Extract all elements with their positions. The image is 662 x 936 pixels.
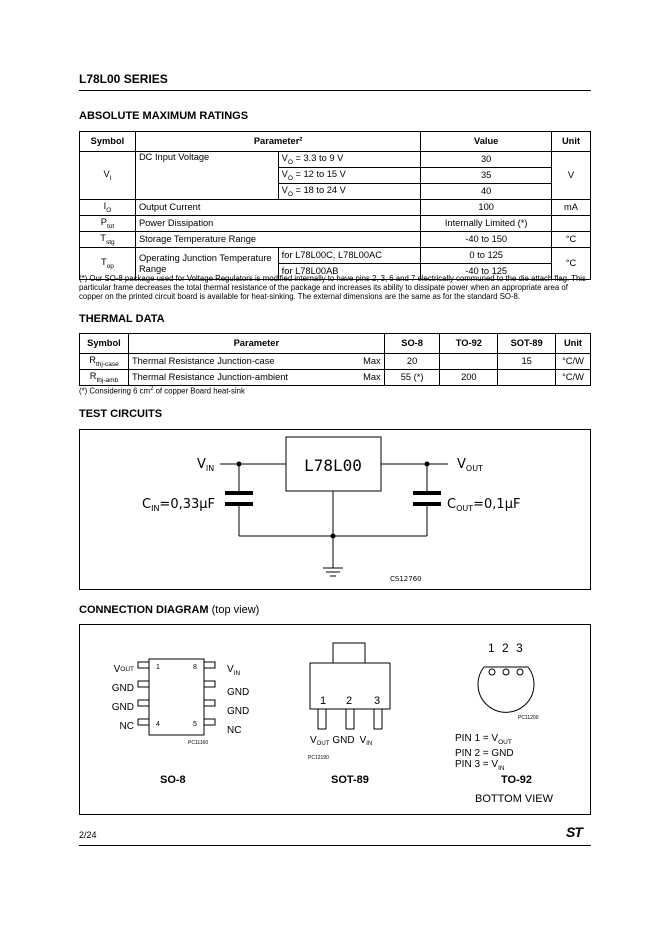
param-cell: Thermal Resistance Junction-ambient xyxy=(128,370,360,386)
so8-code: PC11160 xyxy=(188,740,209,746)
so8-pin xyxy=(138,681,149,687)
sot89-num-3: 3 xyxy=(374,695,381,707)
so8-pin xyxy=(204,662,215,668)
value-cell: 0 to 125 xyxy=(421,248,552,264)
unit-cell: °C/W xyxy=(556,354,591,370)
symbol-cell xyxy=(80,216,136,232)
symbol-text: I xyxy=(103,201,107,211)
sot89-num-1: 1 xyxy=(320,695,327,707)
so8-left-label: GND xyxy=(111,702,134,713)
unit-cell: V xyxy=(552,152,591,200)
so8-right-label: GND xyxy=(227,687,250,698)
so8-num-8: 8 xyxy=(193,664,197,671)
table-row xyxy=(80,370,591,386)
cond-sub: O xyxy=(287,174,293,182)
to92-title: TO-92 xyxy=(501,774,532,786)
header-rule xyxy=(79,90,591,91)
symbol-text: T xyxy=(101,257,107,267)
pin-text: PIN 1 = V xyxy=(455,733,499,744)
footnote-text: (*) Considering 6 cm xyxy=(79,386,151,396)
symbol-text: R xyxy=(89,371,97,381)
sot89-p3: V xyxy=(359,735,367,746)
pin-text: PIN 3 = V xyxy=(455,759,499,770)
unit-cell: °C/W xyxy=(556,370,591,386)
sot89-title: SOT-89 xyxy=(331,774,369,786)
abs-max-heading: ABSOLUTE MAXIMUM RATINGS xyxy=(79,110,249,122)
col-sot89: SOT-89 xyxy=(498,334,556,354)
abs-header-row xyxy=(80,132,591,152)
col-so8: SO-8 xyxy=(384,334,440,354)
sot89-num-2: 2 xyxy=(346,695,353,707)
so8-cell: 55 (*) xyxy=(384,370,440,386)
pin-sub: IN xyxy=(233,670,241,677)
sot89-pin xyxy=(346,709,354,729)
cout-text: C xyxy=(447,497,457,512)
symbol-sub: thj-amb xyxy=(96,376,119,384)
cout-value: =0,1μF xyxy=(473,497,521,512)
connection-suffix: (top view) xyxy=(211,604,260,616)
to92-code: PC11200 xyxy=(518,715,539,721)
so8-pin xyxy=(138,719,149,725)
col-unit: Unit xyxy=(556,334,591,354)
to92-cell xyxy=(440,354,498,370)
so8-right-label xyxy=(227,660,267,683)
series-title: L78L00 SERIES xyxy=(79,72,168,86)
symbol-cell xyxy=(80,200,136,216)
sot89-tab xyxy=(333,643,365,663)
to92-pin3 xyxy=(455,759,514,774)
value-cell: 40 xyxy=(421,184,552,200)
cond-sub: O xyxy=(287,190,293,198)
vin-label xyxy=(197,457,214,473)
symbol-text: V xyxy=(103,169,110,179)
param-cell: Power Dissipation xyxy=(135,216,420,232)
value-cell: 100 xyxy=(421,200,552,216)
footnote-text: of copper Board heat-sink xyxy=(153,386,245,396)
sot89-code: PC12190 xyxy=(308,755,329,761)
symbol-cell xyxy=(80,354,129,370)
cond-cell: for L78L00C, L78L00AC xyxy=(278,248,421,264)
param-line-2: Range xyxy=(138,263,167,274)
symbol-sub: stg xyxy=(105,238,115,246)
to92-pin2: PIN 2 = GND xyxy=(455,748,514,759)
sot89-p2: GND xyxy=(332,735,355,746)
so8-right-label: NC xyxy=(227,725,242,736)
cond-cell xyxy=(278,184,421,200)
so8-right-label: GND xyxy=(227,706,250,717)
to92-subtitle: BOTTOM VIEW xyxy=(475,793,554,805)
param-line-1: Operating Junction Temperature xyxy=(138,253,272,264)
test-circuits-heading: TEST CIRCUITS xyxy=(79,408,163,420)
col-parameter: Parameter xyxy=(128,334,384,354)
cin-text: C xyxy=(142,497,152,512)
cin-plate-2 xyxy=(225,502,253,506)
cin-sub: IN xyxy=(151,504,160,513)
ic-label: L78L00 xyxy=(304,456,362,475)
footnote-sup: 2 xyxy=(150,386,154,392)
symbol-cell xyxy=(80,370,129,386)
sot89-p1: V xyxy=(310,735,317,746)
to92-lead xyxy=(503,669,509,675)
table-row xyxy=(80,354,591,370)
pin-label: V xyxy=(227,664,234,675)
pin-sub: IN xyxy=(498,765,505,772)
symbol-sub: op xyxy=(106,262,114,270)
so8-num-4: 4 xyxy=(156,721,160,728)
col-parameter: Parameter² xyxy=(135,132,420,152)
to92-pin-legend xyxy=(455,733,514,774)
to92-lead xyxy=(489,669,495,675)
col-value: Value xyxy=(421,132,552,152)
so8-num-1: 1 xyxy=(156,664,160,671)
sot89-pin-labels xyxy=(310,735,372,747)
symbol-text: P xyxy=(100,217,107,227)
param-cell: DC Input Voltage xyxy=(135,152,278,200)
circuit-code: CS12760 xyxy=(390,575,422,583)
so8-pin xyxy=(138,700,149,706)
test-circuit-frame xyxy=(79,429,591,590)
symbol-cell xyxy=(80,232,136,248)
cin-label xyxy=(142,497,215,513)
col-symbol: Symbol xyxy=(80,334,129,354)
so8-cell: 20 xyxy=(384,354,440,370)
junction-dot xyxy=(237,462,242,467)
thermal-footnote xyxy=(79,385,245,396)
symbol-text: T xyxy=(100,233,106,243)
thermal-header-row xyxy=(80,334,591,354)
vin-text: V xyxy=(197,457,206,472)
so8-left-label: GND xyxy=(111,683,134,694)
unit-cell xyxy=(552,216,591,232)
symbol-sub: I xyxy=(109,174,112,182)
st-logo-icon: ST xyxy=(566,824,582,840)
so8-pin xyxy=(204,719,215,725)
cout-plate-2 xyxy=(413,502,441,506)
max-cell: Max xyxy=(360,354,384,370)
so8-pin xyxy=(204,700,215,706)
cond-cell xyxy=(278,152,421,168)
col-symbol: Symbol xyxy=(80,132,136,152)
junction-dot xyxy=(331,534,336,539)
cond-text: = 18 to 24 V xyxy=(292,185,346,195)
abs-footnote: (*) Our SO-8 package used for Voltage Regulators is modified internally to have pins 2, 3, 6 and 7 electrically communed to the die attach flag. This particular frame decreases the total thermal resistance of the package and increases its ability to dissipate power when an appropriate area of copper on the printed circuit board is available for heat-sinking. The external dimensions are the same as for the standard SO-8. xyxy=(79,274,586,301)
to92-nums: 1 2 3 xyxy=(488,641,525,655)
abs-max-table xyxy=(79,131,591,280)
cond-text: = 3.3 to 9 V xyxy=(292,153,344,163)
param-cell: Storage Temperature Range xyxy=(135,232,420,248)
unit-cell: °C xyxy=(552,248,591,280)
table-row xyxy=(80,200,591,216)
value-cell: 35 xyxy=(421,168,552,184)
connection-frame xyxy=(79,624,591,815)
table-row xyxy=(80,216,591,232)
cin-plate-1 xyxy=(225,491,253,495)
sot89-p1-sub: OUT xyxy=(316,741,330,747)
cond-sub: O xyxy=(287,158,293,166)
symbol-sub: tot xyxy=(106,222,115,230)
symbol-sub: O xyxy=(106,206,112,214)
unit-cell: °C xyxy=(552,232,591,248)
table-row xyxy=(80,232,591,248)
so8-right-labels xyxy=(227,660,267,740)
sot89-p3-sub: IN xyxy=(366,741,373,747)
connection-title: CONNECTION DIAGRAM xyxy=(79,604,209,616)
sot89-cell: 15 xyxy=(498,354,556,370)
cout-plate-1 xyxy=(413,491,441,495)
symbol-cell xyxy=(80,152,136,200)
thermal-table xyxy=(79,333,591,386)
col-unit: Unit xyxy=(552,132,591,152)
pin-sub: OUT xyxy=(498,739,512,746)
param-cell: Thermal Resistance Junction-case xyxy=(128,354,360,370)
sot89-pin xyxy=(374,709,382,729)
symbol-text: R xyxy=(89,355,96,365)
to92-pin1 xyxy=(455,733,514,748)
value-cell: -40 to 125 xyxy=(421,264,552,280)
table-row xyxy=(80,152,591,168)
value-cell: 30 xyxy=(421,152,552,168)
sot89-cell xyxy=(498,370,556,386)
vin-sub: IN xyxy=(205,464,215,473)
pin-sub: OUT xyxy=(120,666,134,673)
pin-label: V xyxy=(113,664,121,675)
so8-num-5: 5 xyxy=(193,721,197,728)
cout-sub: OUT xyxy=(456,504,474,513)
so8-left-label: NC xyxy=(119,721,134,732)
so8-pin xyxy=(138,662,149,668)
cond-cell xyxy=(278,168,421,184)
vout-text: V xyxy=(457,457,466,472)
so8-title: SO-8 xyxy=(160,774,186,786)
so8-left-label xyxy=(100,660,134,679)
cin-value: =0,33μF xyxy=(159,497,216,512)
so8-pin xyxy=(204,681,215,687)
test-circuit-schematic xyxy=(80,430,590,589)
col-to92: TO-92 xyxy=(440,334,498,354)
cond-text: = 12 to 15 V xyxy=(292,169,346,179)
symbol-sub: thj-case xyxy=(95,360,119,368)
max-cell: Max xyxy=(360,370,384,386)
to92-lead xyxy=(517,669,523,675)
value-cell: Internally Limited (*) xyxy=(421,216,552,232)
cond-cell: for L78L00AB xyxy=(278,264,421,280)
cond-sym: V xyxy=(281,169,288,179)
param-cell: Output Current xyxy=(135,200,420,216)
vout-label xyxy=(457,457,483,473)
cout-label xyxy=(447,497,520,513)
page-number: 2/24 xyxy=(79,830,97,840)
table-row xyxy=(80,248,591,264)
cond-sym: V xyxy=(281,153,288,163)
cond-sym: V xyxy=(281,185,288,195)
to92-cell: 200 xyxy=(440,370,498,386)
thermal-heading: THERMAL DATA xyxy=(79,313,165,325)
so8-left-labels xyxy=(100,660,134,736)
footer-rule xyxy=(79,845,591,846)
value-cell: -40 to 150 xyxy=(421,232,552,248)
unit-cell: mA xyxy=(552,200,591,216)
junction-dot xyxy=(425,462,430,467)
connection-heading xyxy=(79,604,259,616)
sot89-pin xyxy=(318,709,326,729)
vout-sub: OUT xyxy=(465,464,483,473)
